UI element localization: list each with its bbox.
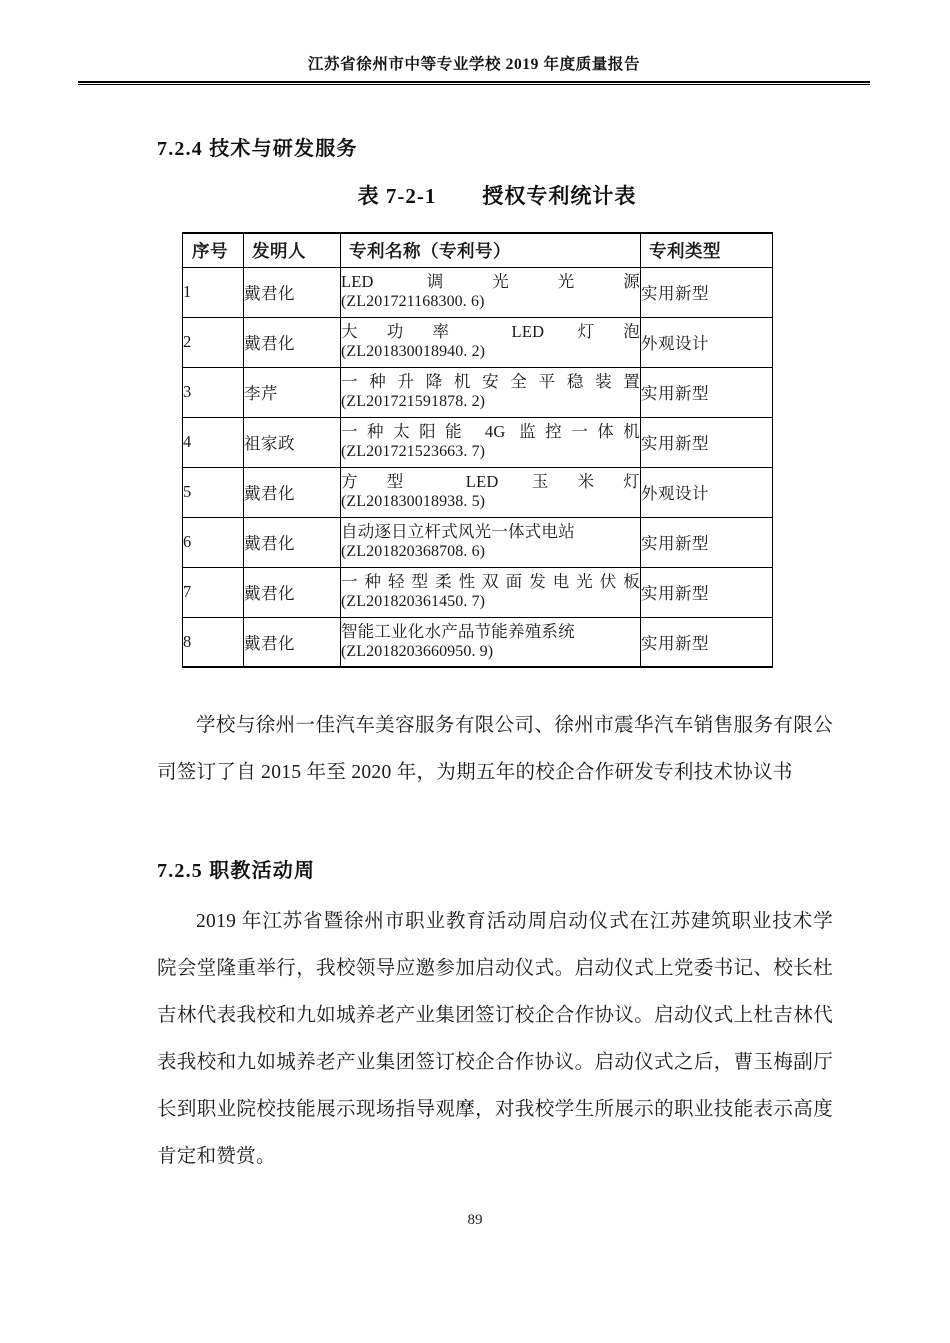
table-row xyxy=(183,467,773,517)
cell-patent-type: 实用新型 xyxy=(641,367,773,417)
cell-patent-name xyxy=(341,417,641,467)
patent-name-text: 一种太阳能 4G 监控一体机 xyxy=(341,421,640,441)
patent-statistics-table xyxy=(182,232,773,668)
section-heading-724: 7.2.4 技术与研发服务 xyxy=(157,138,358,160)
patent-name-text: 一种轻型柔性双面发电光伏板 xyxy=(341,571,640,591)
cell-patent-name xyxy=(341,617,641,667)
cell-inventor: 戴君化 xyxy=(244,317,341,367)
cell-patent-name xyxy=(341,267,641,317)
patent-name-text: 大功率 LED 灯泡 xyxy=(341,321,640,341)
patent-number-text: (ZL201721591878. 2) xyxy=(341,393,486,411)
cell-inventor: 戴君化 xyxy=(244,467,341,517)
header-title: 江苏省徐州市中等专业学校 2019 年度质量报告 xyxy=(307,56,641,73)
patent-name-text: 方型 LED 玉米灯 xyxy=(341,471,640,491)
column-header-patent-type: 专利类型 xyxy=(641,233,773,267)
table-header-row xyxy=(183,233,773,267)
patent-number-text: (ZL201820361450. 7) xyxy=(341,593,486,611)
table-row xyxy=(183,617,773,667)
table-row xyxy=(183,567,773,617)
cell-inventor: 戴君化 xyxy=(244,517,341,567)
patent-number-text: (ZL201830018940. 2) xyxy=(341,343,486,361)
patent-number-text: (ZL2018203660950. 9) xyxy=(341,643,494,661)
cell-no: 2 xyxy=(183,317,244,367)
patent-number-text: (ZL201721168300. 6) xyxy=(341,293,485,311)
patent-number-text: (ZL201721523663. 7) xyxy=(341,443,486,461)
table-row xyxy=(183,267,773,317)
cell-inventor: 戴君化 xyxy=(244,617,341,667)
cell-patent-name xyxy=(341,517,641,567)
table-row xyxy=(183,517,773,567)
paragraph-activity-week: 2019 年江苏省暨徐州市职业教育活动周启动仪式在江苏建筑职业技术学院会堂隆重举行，我校领导应邀参加启动仪式。启动仪式上党委书记、校长杜吉林代表我校和九如城养老产业集团签订校企合作协议。启动仪式上杜吉林代表我校和九如城养老产业集团签订校企合作协议。启动仪式之后，曹玉梅副厅长到职业院校技能展示现场指导观摩，对我校学生所展示的职业技能表示高度肯定和赞赏。 xyxy=(157,911,833,1167)
section-heading-725: 7.2.5 职教活动周 xyxy=(157,860,316,882)
cell-inventor: 祖家政 xyxy=(244,417,341,467)
cell-no: 1 xyxy=(183,267,244,317)
patent-number-text: (ZL201830018938. 5) xyxy=(341,493,486,511)
running-header xyxy=(78,56,870,85)
cell-no: 5 xyxy=(183,467,244,517)
cell-no: 8 xyxy=(183,617,244,667)
table-caption-number: 表 7-2-1 xyxy=(357,184,437,208)
cell-inventor: 戴君化 xyxy=(244,267,341,317)
column-header-no: 序号 xyxy=(183,233,244,267)
column-header-patent-name: 专利名称（专利号） xyxy=(341,233,641,267)
table-body xyxy=(183,267,773,667)
cell-patent-type: 外观设计 xyxy=(641,317,773,367)
table-caption-title: 授权专利统计表 xyxy=(482,184,637,208)
patent-name-text: LED 调光光源 xyxy=(341,271,640,291)
cell-patent-type: 实用新型 xyxy=(641,617,773,667)
cell-patent-type: 实用新型 xyxy=(641,267,773,317)
patent-name-text: 一种升降机安全平稳装置 xyxy=(341,371,640,391)
patent-number-text: (ZL201820368708. 6) xyxy=(341,543,486,561)
cell-patent-name xyxy=(341,317,641,367)
table-caption xyxy=(157,180,837,210)
cell-no: 6 xyxy=(183,517,244,567)
header-rule xyxy=(78,81,870,85)
cell-patent-name xyxy=(341,367,641,417)
column-header-inventor: 发明人 xyxy=(244,233,341,267)
cell-patent-type: 实用新型 xyxy=(641,567,773,617)
cell-patent-type: 外观设计 xyxy=(641,467,773,517)
page-number: 89 xyxy=(467,1212,483,1228)
cell-patent-name xyxy=(341,467,641,517)
cell-no: 3 xyxy=(183,367,244,417)
cell-patent-type: 实用新型 xyxy=(641,417,773,467)
cell-patent-name xyxy=(341,567,641,617)
paragraph-contract: 学校与徐州一佳汽车美容服务有限公司、徐州市震华汽车销售服务有限公司签订了自 2015 年至 2020 年，为期五年的校企合作研发专利技术协议书 xyxy=(157,715,833,783)
patent-name-text: 智能工业化水产品节能养殖系统 xyxy=(341,621,575,641)
table-row xyxy=(183,417,773,467)
table-row xyxy=(183,367,773,417)
cell-inventor: 李芹 xyxy=(244,367,341,417)
patent-name-text: 自动逐日立杆式风光一体式电站 xyxy=(341,521,575,541)
cell-inventor: 戴君化 xyxy=(244,567,341,617)
cell-patent-type: 实用新型 xyxy=(641,517,773,567)
cell-no: 7 xyxy=(183,567,244,617)
cell-no: 4 xyxy=(183,417,244,467)
table-row xyxy=(183,317,773,367)
